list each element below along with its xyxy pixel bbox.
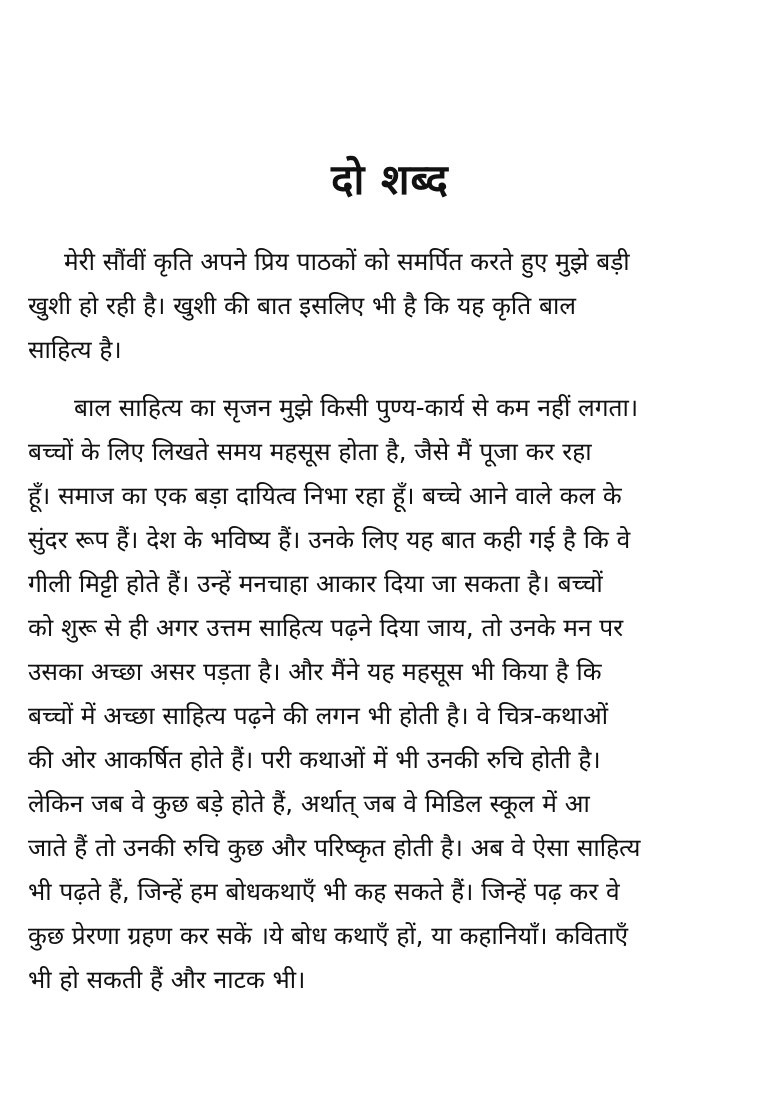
text-line-13: लेकिन जब वे कुछ बड़े होते हैं, अर्थात् जब वे मिडिल स्कूल में आ [28, 789, 590, 818]
text-line-5: बच्चों के लिए लिखते समय महसूस होता है, जैसे मैं पूजा कर रहा [28, 437, 592, 466]
text-line-7: सुंदर रूप हैं। देश के भविष्य हैं। उनके लिए यह बात कही गई है कि वे [28, 525, 631, 554]
text-line-14: जाते हैं तो उनकी रुचि कुछ और परिष्कृत होती है। अब वे ऐसा साहित्य [28, 833, 641, 862]
text-line-2: खुशी हो रही है। खुशी की बात इसलिए भी है कि यह कृति बाल [28, 291, 576, 320]
text-line-17: भी हो सकती हैं और नाटक भी। [28, 965, 306, 994]
text-line-8: गीली मिट्टी होते हैं। उन्हें मनचाहा आकार दिया जा सकता है। बच्चों [28, 569, 603, 598]
text-line-3: साहित्य है। [28, 335, 122, 364]
text-line-10: उसका अच्छा असर पड़ता है। और मैंने यह महसूस भी किया है कि [28, 657, 602, 686]
text-line-4: बाल साहित्य का सृजन मुझे किसी पुण्य-कार्य से कम नहीं लगता। [74, 393, 639, 422]
text-line-16: कुछ प्रेरणा ग्रहण कर सकें ।ये बोध कथाएँ हों, या कहानियाँ। कविताएँ [28, 921, 628, 950]
text-line-1: मेरी सौंवीं कृति अपने प्रिय पाठकों को समर्पित करते हुए मुझे बड़ी [64, 247, 630, 276]
text-line-12: की ओर आकर्षित होते हैं। परी कथाओं में भी उनकी रुचि होती है। [28, 745, 601, 774]
text-line-6: हूँ। समाज का एक बड़ा दायित्व निभा रहा हूँ। बच्चे आने वाले कल के [28, 481, 622, 510]
page-title: दो शब्द [331, 155, 449, 204]
text-line-15: भी पढ़ते हैं, जिन्हें हम बोधकथाएँ भी कह सकते हैं। जिन्हें पढ़ कर वे [28, 877, 620, 906]
text-line-9: को शुरू से ही अगर उत्तम साहित्य पढ़ने दिया जाय, तो उनके मन पर [28, 613, 624, 642]
text-line-11: बच्चों में अच्छा साहित्य पढ़ने की लगन भी होती है। वे चित्र-कथाओं [28, 701, 609, 730]
